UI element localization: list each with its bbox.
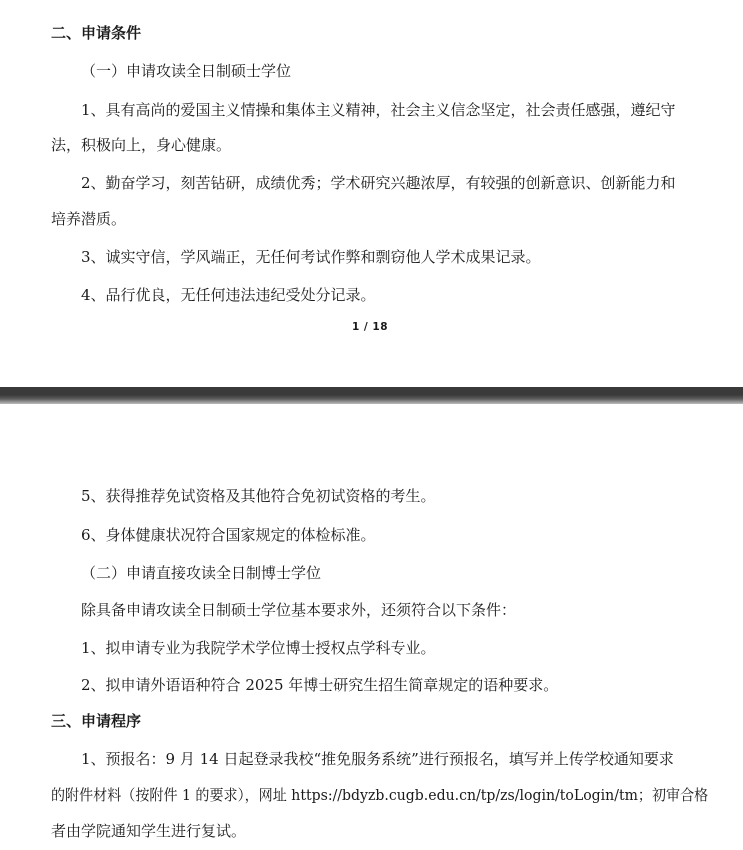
condition-4: 4、品行优良，无任何违法违纪受处分记录。 xyxy=(81,286,376,304)
document-page-2 xyxy=(0,404,743,850)
doctoral-intro: 除具备申请攻读全日制硕士学位基本要求外，还须符合以下条件： xyxy=(81,601,517,619)
section-heading-application-procedure: 三、申请程序 xyxy=(51,712,142,730)
subsection-doctoral: （二）申请直接攻读全日制博士学位 xyxy=(81,564,322,582)
section-heading-application-conditions: 二、申请条件 xyxy=(51,24,142,42)
page-number: 1 / 18 xyxy=(351,321,389,333)
page-separator xyxy=(0,387,743,404)
doctoral-condition-1: 1、拟申请专业为我院学术学位博士授权点学科专业。 xyxy=(81,639,436,657)
condition-6: 6、身体健康状况符合国家规定的体检标准。 xyxy=(81,526,376,544)
procedure-1-line-1: 1、预报名：9 月 14 日起登录我校“推免服务系统”进行预报名，填写并上传学校通知要求 xyxy=(81,750,674,768)
condition-3: 3、诚实守信，学风端正，无任何考试作弊和剽窃他人学术成果记录。 xyxy=(81,248,541,266)
procedure-1-line-2: 的附件材料（按附件 1 的要求），网址 https://bdyzb.cugb.edu.cn/tp/zs/login/toLogin/tm；初审合格 xyxy=(51,786,709,804)
condition-1-line-1: 1、具有高尚的爱国主义情操和集体主义精神，社会主义信念坚定，社会责任感强，遵纪守 xyxy=(81,101,676,119)
procedure-1-line-3: 者由学院通知学生进行复试。 xyxy=(51,822,247,840)
doctoral-condition-2: 2、拟申请外语语种符合 2025 年博士研究生招生简章规定的语种要求。 xyxy=(81,676,559,694)
condition-2-line-2: 培养潜质。 xyxy=(51,210,127,228)
condition-5: 5、获得推荐免试资格及其他符合免初试资格的考生。 xyxy=(81,487,436,505)
document-page-1 xyxy=(0,0,743,387)
condition-1-line-2: 法，积极向上，身心健康。 xyxy=(51,136,232,154)
condition-2-line-1: 2、勤奋学习，刻苦钻研，成绩优秀；学术研究兴趣浓厚，有较强的创新意识、创新能力和 xyxy=(81,174,676,192)
subsection-masters: （一）申请攻读全日制硕士学位 xyxy=(81,62,292,80)
